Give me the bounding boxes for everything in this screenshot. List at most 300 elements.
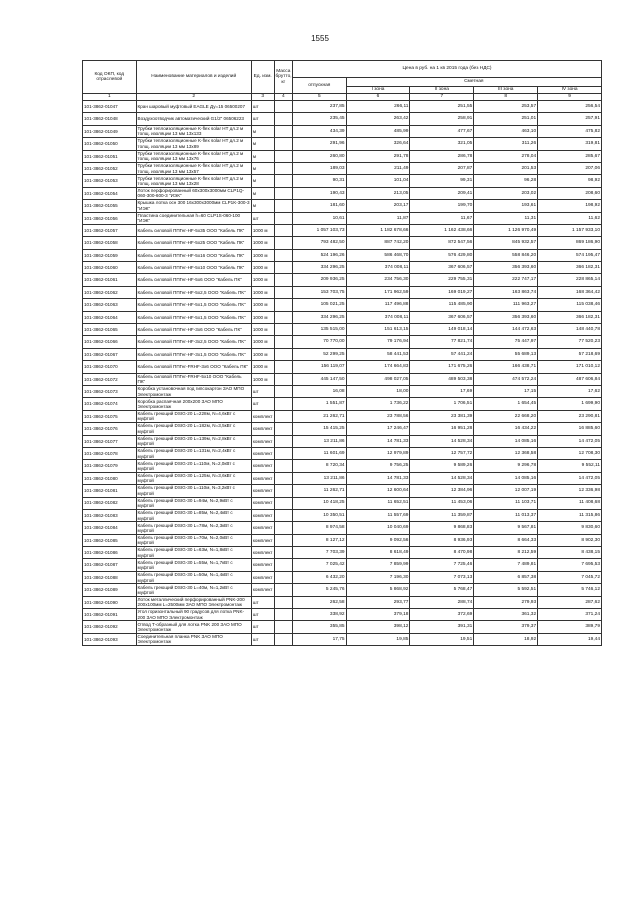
item-unit: шт: [251, 596, 274, 608]
zone-1-price: 11,87: [346, 212, 410, 224]
zone-4-price: 198,92: [538, 200, 602, 212]
header-name: Наименование материалов и изделий: [136, 61, 251, 94]
zone-3-price: 14 085,16: [474, 472, 538, 484]
zone-1-price: 213,05: [346, 187, 410, 199]
item-code: 101-3862-01055: [83, 200, 137, 212]
item-name: Кабель греющий DSIG-30 L=70м, N=2,0кВт с муфтой: [136, 534, 251, 546]
item-name: Кабель силовой ППГнг-HF-5х1,5 ООО "Кабель ПК": [136, 311, 251, 323]
col-number: 8: [474, 94, 538, 101]
item-name: Коробка распаячная 200х200 ЗАО МПО Электромонтаж: [136, 398, 251, 410]
col-number: 7: [410, 94, 474, 101]
item-code: 101-3862-01075: [83, 410, 137, 422]
col-number: 3: [251, 94, 274, 101]
item-name: Кабель греющий DSIG-20 L=131м, N=2,4кВт с муфтой: [136, 447, 251, 459]
zone-4-price: 487 606,84: [538, 373, 602, 385]
item-code: 101-3862-01087: [83, 559, 137, 571]
release-price: 8 720,34: [293, 460, 347, 472]
zone-3-price: 11,31: [474, 212, 538, 224]
zone-4-price: 475,82: [538, 125, 602, 137]
release-price: 209 936,25: [293, 274, 347, 286]
item-unit: 1000 м: [251, 286, 274, 298]
item-name: Кабель силовой ППГнг-HF-3х2,5 ООО "Кабель ПК": [136, 336, 251, 348]
item-name: Кабель силовой ППГнг-HF-3х1,5 ООО "Кабель ПК": [136, 348, 251, 360]
zone-2-price: 115 485,90: [410, 299, 474, 311]
release-price: 52 299,25: [293, 348, 347, 360]
zone-2-price: 99,31: [410, 175, 474, 187]
table-row: [83, 274, 602, 286]
zone-1-price: 101,04: [346, 175, 410, 187]
zone-1-price: 11 652,51: [346, 497, 410, 509]
zone-3-price: 379,37: [474, 621, 538, 633]
zone-2-price: 12 384,96: [410, 485, 474, 497]
zone-2-price: 477,67: [410, 125, 474, 137]
zone-2-price: 9 589,26: [410, 460, 474, 472]
zone-4-price: 207,06: [538, 162, 602, 174]
item-unit: шт: [251, 621, 274, 633]
item-mass: [274, 410, 293, 422]
release-price: 6 432,20: [293, 571, 347, 583]
col-number: 6: [346, 94, 410, 101]
table-row: [83, 311, 602, 323]
zone-3-price: 75 447,97: [474, 336, 538, 348]
zone-1-price: 234 756,30: [346, 274, 410, 286]
item-name: Кабель греющий DSIG-30 L=63м, N=1,8кВт с муфтой: [136, 547, 251, 559]
item-mass: [274, 361, 293, 373]
zone-1-price: 5 868,92: [346, 584, 410, 596]
table-row: [83, 373, 602, 385]
zone-1-price: 266,11: [346, 101, 410, 113]
release-price: 135 515,00: [293, 324, 347, 336]
release-price: 13 211,86: [293, 435, 347, 447]
item-name: Кабель силовой ППГнг-HF-5х6 ООО "Кабель ПК": [136, 274, 251, 286]
item-unit: шт: [251, 609, 274, 621]
release-price: 15 415,25: [293, 423, 347, 435]
item-unit: комплект: [251, 497, 274, 509]
item-name: Кабель греющий DSIG-20 L=139м, N=2,8кВт с муфтой: [136, 435, 251, 447]
item-mass: [274, 286, 293, 298]
zone-1-price: 498 027,05: [346, 373, 410, 385]
zone-2-price: 57 441,24: [410, 348, 474, 360]
item-name: Кабель греющий DSIG-30 L=40м, N=1,2кВт с муфтой: [136, 584, 251, 596]
item-name: Кабель греющий DSIG-30 L=78м, N=2,3кВт с муфтой: [136, 522, 251, 534]
zone-4-price: 11 408,68: [538, 497, 602, 509]
item-name: Лоток металлический перфорированный PNK-200 200х100мм L=2500мм ЗАО МПО Электромонтаж: [136, 596, 251, 608]
table-row: [83, 559, 602, 571]
item-unit: шт: [251, 101, 274, 113]
item-mass: [274, 348, 293, 360]
zone-2-price: 391,31: [410, 621, 474, 633]
item-code: 101-3862-01076: [83, 423, 137, 435]
item-mass: [274, 373, 293, 385]
header-zone-3: III зона: [474, 87, 538, 94]
table-row: [83, 138, 602, 150]
item-unit: м: [251, 187, 274, 199]
item-unit: м: [251, 175, 274, 187]
zone-4-price: 11,62: [538, 212, 602, 224]
item-mass: [274, 249, 293, 261]
header-zone-2: II зона: [410, 87, 474, 94]
item-mass: [274, 497, 293, 509]
item-code: 101-3862-01047: [83, 101, 137, 113]
zone-2-price: 12 757,72: [410, 447, 474, 459]
zone-4-price: 7 045,72: [538, 571, 602, 583]
zone-4-price: 11 315,86: [538, 509, 602, 521]
zone-1-price: 263,42: [346, 113, 410, 125]
release-price: 237,85: [293, 101, 347, 113]
zone-2-price: 251,55: [410, 101, 474, 113]
item-name: Соединительная планка PNK ЗАО МПО Электромонтаж: [136, 633, 251, 645]
release-price: 90,31: [293, 175, 347, 187]
item-mass: [274, 101, 293, 113]
zone-1-price: 19,85: [346, 633, 410, 645]
zone-1-price: 887 742,20: [346, 237, 410, 249]
item-code: 101-3862-01067: [83, 348, 137, 360]
item-code: 101-3862-01077: [83, 435, 137, 447]
zone-2-price: 11 453,06: [410, 497, 474, 509]
item-name: Трубки теплоизоляционные K-flex solar HT дл.2 м толщ. изоляции 13 мм 13х89: [136, 138, 251, 150]
item-mass: [274, 609, 293, 621]
item-mass: [274, 274, 293, 286]
table-row: [83, 262, 602, 274]
zone-3-price: 18,92: [474, 633, 538, 645]
zone-2-price: 11 359,87: [410, 509, 474, 521]
zone-3-price: 6 857,38: [474, 571, 538, 583]
item-name: Кабель силовой ППГнг-HF-5х25 ООО "Кабель ПК": [136, 237, 251, 249]
zone-1-price: 586 468,70: [346, 249, 410, 261]
zone-1-price: 374 008,11: [346, 262, 410, 274]
zone-3-price: 1 654,45: [474, 398, 538, 410]
zone-2-price: 19,51: [410, 633, 474, 645]
table-row: [83, 162, 602, 174]
item-unit: м: [251, 162, 274, 174]
release-price: 793 482,50: [293, 237, 347, 249]
zone-4-price: 12 708,30: [538, 447, 602, 459]
table-row: [83, 187, 602, 199]
item-mass: [274, 385, 293, 397]
zone-1-price: 9 092,56: [346, 534, 410, 546]
item-mass: [274, 547, 293, 559]
item-mass: [274, 125, 293, 137]
table-row: [83, 249, 602, 261]
zone-2-price: 171 675,26: [410, 361, 474, 373]
zone-2-price: 149 018,14: [410, 324, 474, 336]
zone-2-price: 286,78: [410, 150, 474, 162]
item-name: Кабель силовой ППГнг-HF-5х16 ООО "Кабель ПК": [136, 249, 251, 261]
item-code: 101-3862-01079: [83, 460, 137, 472]
item-code: 101-3862-01070: [83, 361, 137, 373]
zone-2-price: 7 073,13: [410, 571, 474, 583]
zone-2-price: 14 528,34: [410, 435, 474, 447]
zone-4-price: 228 865,14: [538, 274, 602, 286]
item-code: 101-3862-01073: [83, 385, 137, 397]
item-code: 101-3862-01090: [83, 596, 137, 608]
release-price: 16,08: [293, 385, 347, 397]
table-row: [83, 200, 602, 212]
table-row: [83, 410, 602, 422]
table-row: [83, 547, 602, 559]
table-row: [83, 336, 602, 348]
item-unit: комплект: [251, 534, 274, 546]
zone-3-price: 356 393,60: [474, 311, 538, 323]
item-unit: комплект: [251, 547, 274, 559]
item-unit: комплект: [251, 410, 274, 422]
zone-2-price: 11,67: [410, 212, 474, 224]
zone-4-price: 1 699,90: [538, 398, 602, 410]
release-price: 434,39: [293, 125, 347, 137]
item-name: Кабель греющий DSIG-30 L=55м, N=1,7кВт с муфтой: [136, 559, 251, 571]
release-price: 11 601,69: [293, 447, 347, 459]
item-code: 101-3862-01059: [83, 249, 137, 261]
item-unit: 1000 м: [251, 299, 274, 311]
release-price: 11 262,71: [293, 485, 347, 497]
item-code: 101-3862-01092: [83, 621, 137, 633]
table-row: [83, 175, 602, 187]
item-code: 101-3862-01058: [83, 237, 137, 249]
zone-1-price: 398,12: [346, 621, 410, 633]
zone-1-price: 10 040,69: [346, 522, 410, 534]
zone-4-price: 8 902,30: [538, 534, 602, 546]
item-name: Крышка лотка осн 300 16х300х3000мм CLP1K-300-3 "ИЭК": [137, 200, 250, 211]
zone-2-price: 77 821,74: [410, 336, 474, 348]
zone-4-price: 12 336,98: [538, 485, 602, 497]
zone-2-price: 1 162 438,66: [410, 224, 474, 236]
item-mass: [274, 423, 293, 435]
zone-3-price: 253,57: [474, 101, 538, 113]
zone-1-price: 326,64: [346, 138, 410, 150]
zone-3-price: 278,04: [474, 150, 538, 162]
zone-3-price: 251,01: [474, 113, 538, 125]
zone-3-price: 5 592,51: [474, 584, 538, 596]
zone-3-price: 96,28: [474, 175, 538, 187]
item-code: 101-3862-01051: [83, 150, 137, 162]
table-row: [83, 348, 602, 360]
table-row: [83, 299, 602, 311]
item-code: 101-3862-01066: [83, 336, 137, 348]
release-price: 153 703,75: [293, 286, 347, 298]
zone-2-price: 5 768,47: [410, 584, 474, 596]
item-unit: 1000 м: [251, 336, 274, 348]
item-unit: шт: [251, 385, 274, 397]
item-unit: комплект: [251, 522, 274, 534]
zone-4-price: 869 186,90: [538, 237, 602, 249]
zone-3-price: 9 567,81: [474, 522, 538, 534]
zone-3-price: 311,26: [474, 138, 538, 150]
item-code: 101-3862-01083: [83, 509, 137, 521]
zone-3-price: 474 572,24: [474, 373, 538, 385]
item-unit: шт: [251, 633, 274, 645]
zone-2-price: 489 503,38: [410, 373, 474, 385]
item-name: Кабель силовой ППГнг-FRHF-3х6 ООО "Кабель ПК": [136, 361, 251, 373]
col-number: 9: [538, 94, 602, 101]
zone-3-price: 279,93: [474, 596, 538, 608]
item-code: 101-3862-01084: [83, 522, 137, 534]
zone-3-price: 8 664,33: [474, 534, 538, 546]
zone-1-price: 293,77: [346, 596, 410, 608]
release-price: 445 147,50: [293, 373, 347, 385]
zone-4-price: 9 830,60: [538, 522, 602, 534]
zone-3-price: 845 932,57: [474, 237, 538, 249]
release-price: 105 021,25: [293, 299, 347, 311]
item-name: Кабель греющий DSIG-30 L=50м, N=1,4кВт с муфтой: [136, 571, 251, 583]
zone-1-price: 14 781,33: [346, 435, 410, 447]
table-row: [83, 113, 602, 125]
header-release-price: отпускная: [293, 78, 347, 94]
zone-1-price: 117 496,88: [346, 299, 410, 311]
zone-1-price: 7 859,99: [346, 559, 410, 571]
item-code: 101-3862-01085: [83, 534, 137, 546]
zone-4-price: 9 552,11: [538, 460, 602, 472]
item-name: Кабель греющий DSIG-20 L=110м, N=2,0кВт с муфтой: [136, 460, 251, 472]
item-name: Лоток перфорированный 60х300х3000мм CLP1Q-060-300-600-3 "ИЭК": [136, 187, 251, 199]
item-mass: [274, 435, 293, 447]
zone-3-price: 11 013,37: [474, 509, 538, 521]
zone-3-price: 203,02: [474, 187, 538, 199]
release-price: 13 211,86: [293, 472, 347, 484]
zone-2-price: 367 606,57: [410, 262, 474, 274]
zone-1-price: 1 736,22: [346, 398, 410, 410]
zone-2-price: 8 936,93: [410, 534, 474, 546]
table-row: [83, 633, 602, 645]
item-code: 101-3862-01063: [83, 299, 137, 311]
item-name: Трубки теплоизоляционные K-flex solar HT дл.2 м толщ. изоляции 13 мм 13х57: [136, 162, 251, 174]
release-price: 10 418,25: [293, 497, 347, 509]
release-price: 8 974,58: [293, 522, 347, 534]
item-name: Кабель греющий DSIG-30 L=125м, N=3,6кВт с муфтой: [136, 472, 251, 484]
item-code: 101-3862-01093: [83, 633, 137, 645]
zone-4-price: 17,62: [538, 385, 602, 397]
item-mass: [274, 596, 293, 608]
zone-2-price: 372,69: [410, 609, 474, 621]
item-unit: комплект: [251, 571, 274, 583]
item-mass: [274, 224, 293, 236]
table-row: [83, 150, 602, 162]
table-row: [83, 571, 602, 583]
item-mass: [274, 187, 293, 199]
zone-4-price: 287,62: [538, 596, 602, 608]
item-unit: 1000 м: [251, 361, 274, 373]
release-price: 189,03: [293, 162, 347, 174]
zone-3-price: 1 126 970,49: [474, 224, 538, 236]
zone-1-price: 171 962,59: [346, 286, 410, 298]
item-code: 101-3862-01091: [83, 609, 137, 621]
zone-1-price: 14 781,33: [346, 472, 410, 484]
item-mass: [274, 162, 293, 174]
item-mass: [274, 237, 293, 249]
release-price: 1 551,87: [293, 398, 347, 410]
zone-4-price: 171 010,12: [538, 361, 602, 373]
zone-2-price: 576 429,80: [410, 249, 474, 261]
header-unit: Ед. изм.: [251, 61, 274, 94]
release-price: 235,45: [293, 113, 347, 125]
zone-4-price: 257,91: [538, 113, 602, 125]
item-mass: [274, 262, 293, 274]
zone-2-price: 872 547,56: [410, 237, 474, 249]
zone-4-price: 389,79: [538, 621, 602, 633]
table-row: [83, 485, 602, 497]
zone-3-price: 7 489,81: [474, 559, 538, 571]
zone-2-price: 199,70: [410, 200, 474, 212]
item-name: Воздухоотводчик автоматический G1/2" 06506223: [136, 113, 251, 125]
zone-2-price: 7 725,46: [410, 559, 474, 571]
zone-1-price: 8 618,49: [346, 547, 410, 559]
table-row: [83, 212, 602, 224]
zone-2-price: 209,41: [410, 187, 474, 199]
item-code: 101-3862-01052: [83, 162, 137, 174]
zone-4-price: 115 038,46: [538, 299, 602, 311]
item-unit: комплект: [251, 423, 274, 435]
zone-4-price: 98,92: [538, 175, 602, 187]
release-price: 7 703,39: [293, 547, 347, 559]
release-price: 338,92: [293, 609, 347, 621]
item-name: Кабель силовой ППГнг-FRHF-5х10 ООО "Кабель ПК": [136, 373, 251, 385]
item-code: 101-3862-01053: [83, 175, 137, 187]
item-name: Трубки теплоизоляционные K-flex solar HT дл.2 м толщ. изоляции 13 мм 13х76: [136, 150, 251, 162]
zone-3-price: 558 846,20: [474, 249, 538, 261]
item-unit: комплект: [251, 435, 274, 447]
item-unit: 1000 м: [251, 262, 274, 274]
release-price: 334 296,25: [293, 311, 347, 323]
release-price: 8 127,12: [293, 534, 347, 546]
zone-3-price: 22 668,20: [474, 410, 538, 422]
item-code: 101-3862-01048: [83, 113, 137, 125]
zone-3-price: 201,53: [474, 162, 538, 174]
item-unit: комплект: [251, 559, 274, 571]
table-row: [83, 596, 602, 608]
release-price: 291,96: [293, 138, 347, 150]
release-price: 10,61: [293, 212, 347, 224]
table-row: [83, 101, 602, 113]
zone-3-price: 111 963,27: [474, 299, 538, 311]
zone-1-price: 18,00: [346, 385, 410, 397]
item-mass: [274, 113, 293, 125]
zone-1-price: 374 008,11: [346, 311, 410, 323]
table-row: [83, 423, 602, 435]
zone-4-price: 366 182,31: [538, 311, 602, 323]
item-unit: м: [251, 200, 274, 212]
release-price: 334 296,25: [293, 262, 347, 274]
zone-2-price: 8 470,98: [410, 547, 474, 559]
zone-1-price: 23 788,56: [346, 410, 410, 422]
item-name: Кабель греющий DSIG-30 L=94м, N=2,9кВт с муфтой: [136, 497, 251, 509]
zone-3-price: 9 296,78: [474, 460, 538, 472]
item-mass: [274, 150, 293, 162]
zone-4-price: 285,67: [538, 150, 602, 162]
zone-1-price: 79 176,94: [346, 336, 410, 348]
zone-3-price: 144 472,63: [474, 324, 538, 336]
zone-3-price: 16 434,22: [474, 423, 538, 435]
item-unit: шт: [251, 212, 274, 224]
zone-2-price: 288,74: [410, 596, 474, 608]
item-mass: [274, 138, 293, 150]
col-number: 1: [83, 94, 137, 101]
item-code: 101-3862-01080: [83, 472, 137, 484]
table-row: [83, 224, 602, 236]
zone-2-price: 23 381,39: [410, 410, 474, 422]
zone-2-price: 207,87: [410, 162, 474, 174]
item-code: 101-3862-01072: [83, 373, 137, 385]
item-name: Трубки теплоизоляционные K-flex solar HT дл.2 м толщ. изоляции 13 мм 13х133: [136, 125, 251, 137]
release-price: 10 350,51: [293, 509, 347, 521]
zone-4-price: 168 364,42: [538, 286, 602, 298]
table-row: [83, 385, 602, 397]
zone-3-price: 193,61: [474, 200, 538, 212]
release-price: 156 119,07: [293, 361, 347, 373]
table-row: [83, 286, 602, 298]
page-number: 1555: [311, 34, 329, 43]
zone-4-price: 16 885,60: [538, 423, 602, 435]
item-mass: [274, 584, 293, 596]
release-price: 7 025,42: [293, 559, 347, 571]
